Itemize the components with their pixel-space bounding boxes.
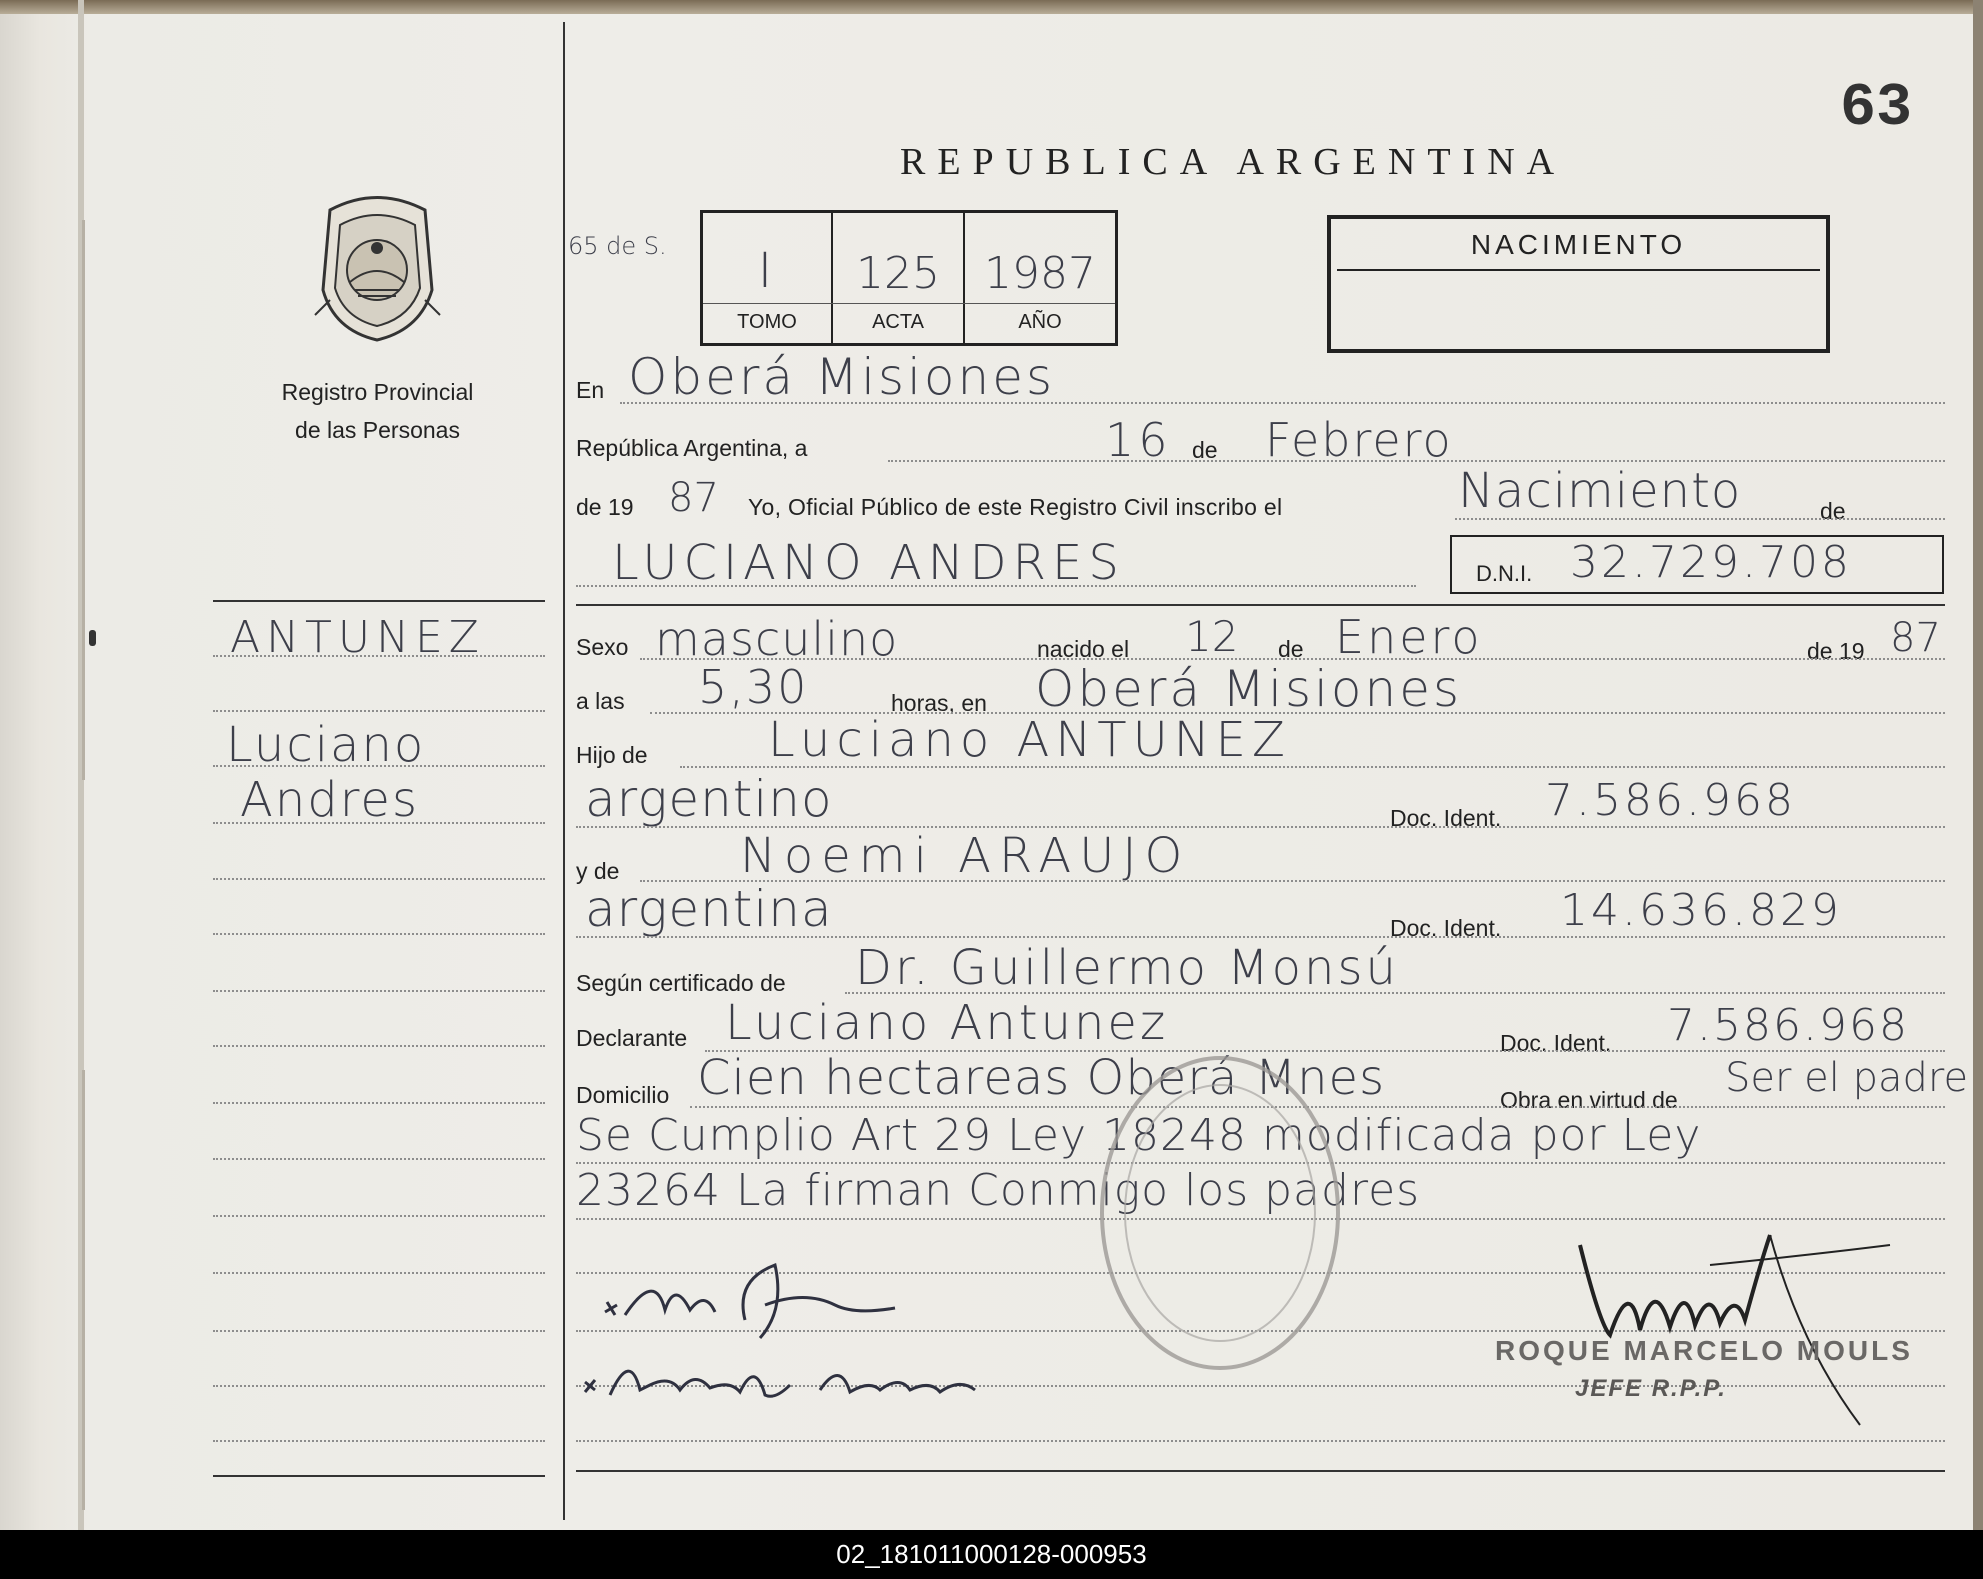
registry-seal: [310, 190, 445, 345]
birth-month-value: Enero: [1335, 610, 1483, 664]
declarante-doc-value: 7.586.968: [1667, 1000, 1909, 1051]
republica-label: República Argentina, a: [576, 435, 808, 461]
father-value: Luciano ANTUNEZ: [768, 712, 1291, 768]
anio-value: 1987: [984, 248, 1096, 299]
month-value: Febrero: [1265, 413, 1453, 467]
child-name-value: LUCIANO ANDRES: [612, 535, 1125, 591]
de-label: de: [1192, 437, 1218, 463]
doc-label3: Doc. Ident.: [1500, 1030, 1612, 1056]
tomo-value: I: [757, 243, 777, 299]
country-title: REPUBLICA ARGENTINA: [900, 141, 1567, 183]
de19-label: de 19: [576, 494, 634, 520]
declarante-value: Luciano Antunez: [725, 995, 1169, 1051]
declarante-label: Declarante: [576, 1025, 688, 1051]
signature-mother: [580, 1340, 1080, 1415]
footer-code: 02_181011000128-000953: [0, 1530, 1983, 1579]
nacido-label: nacido el: [1037, 636, 1130, 662]
sexo-value: masculino: [655, 612, 899, 666]
anio-label: AÑO: [1018, 311, 1062, 333]
binding-hole: [89, 630, 96, 646]
side-note: 65 de S.: [568, 232, 667, 260]
margin-given2: Andres: [240, 772, 419, 828]
acta-label: ACTA: [872, 311, 924, 333]
event-value: Nacimiento: [1458, 463, 1742, 519]
en-label: En: [576, 377, 605, 403]
segun-label: Según certificado de: [576, 970, 786, 996]
obra-value: Ser el padre: [1725, 1055, 1969, 1101]
yo-label: Yo, Oficial Público de este Registro Civil inscribo el: [748, 494, 1283, 520]
birth-day-value: 12: [1185, 612, 1239, 661]
doc-label: Doc. Ident.: [1390, 805, 1502, 831]
margin-top-rule: [213, 600, 545, 602]
doc-label2: Doc. Ident.: [1390, 915, 1502, 941]
father-nationality-value: argentino: [585, 770, 833, 828]
place-value: Oberá Misiones: [628, 348, 1056, 406]
sexo-label: Sexo: [576, 634, 629, 660]
official-stamp: [1090, 1045, 1350, 1380]
hour-value: 5,30: [698, 660, 809, 714]
father-doc-value: 7.586.968: [1545, 775, 1796, 826]
de-label3: de: [1278, 636, 1304, 662]
page-number: 63: [1840, 75, 1913, 143]
note-line2: 23264 La firman Conmigo los padres: [576, 1165, 1421, 1216]
bottom-rule: [576, 1470, 1945, 1472]
dni-value: 32.729.708: [1570, 537, 1852, 588]
birth-year-short-value: 87: [1890, 615, 1941, 661]
year-short-value: 87: [668, 475, 719, 521]
registry-name-line2: de las Personas: [295, 417, 460, 443]
horas-label: horas, en: [891, 690, 987, 716]
birth-place-value: Oberá Misiones: [1035, 660, 1463, 718]
official-name: ROQUE MARCELO MOULS: [1495, 1335, 1913, 1366]
certificate-value: Dr. Guillermo Monsú: [855, 940, 1399, 996]
note-line1: Se Cumplio Art 29 Ley 18248 modificada por Ley: [576, 1110, 1702, 1161]
dni-box: [1450, 535, 1944, 594]
book-right-edge: [1973, 0, 1983, 1530]
domicilio-value: Cien hectareas Oberá Mnes: [697, 1050, 1386, 1106]
day-value: 16: [1105, 413, 1172, 467]
registry-name: [250, 373, 505, 449]
hijo-label: Hijo de: [576, 742, 648, 768]
acta-value: 125: [856, 248, 940, 299]
alas-label: a las: [576, 688, 625, 714]
margin-given1: Luciano: [226, 717, 426, 773]
de-label2: de: [1820, 498, 1846, 524]
binding-stitch: [82, 220, 85, 780]
tomo-label: TOMO: [737, 311, 797, 333]
domicilio-label: Domicilio: [576, 1082, 670, 1108]
margin-surname: ANTUNEZ: [230, 612, 485, 663]
mother-nationality-value: argentina: [585, 880, 833, 938]
de19-label2: de 19: [1807, 638, 1865, 664]
record-type-box: [1327, 215, 1830, 353]
book-top-edge: [0, 0, 1983, 14]
official-title: JEFE R.P.P.: [1575, 1375, 1727, 1402]
mother-doc-value: 14.636.829: [1560, 885, 1842, 936]
record-type-label: NACIMIENTO: [1470, 229, 1687, 260]
mother-value: Noemi ARAUJO: [740, 828, 1191, 884]
obra-label: Obra en virtud de: [1500, 1087, 1678, 1113]
section-rule: [576, 604, 1945, 606]
dni-label: D.N.I.: [1476, 561, 1533, 586]
record-id-box: [700, 210, 1118, 346]
binding-stitch-lower: [82, 1070, 85, 1510]
registry-name-line1: Registro Provincial: [281, 379, 474, 405]
yde-label: y de: [576, 858, 620, 884]
column-divider: [563, 22, 565, 1520]
